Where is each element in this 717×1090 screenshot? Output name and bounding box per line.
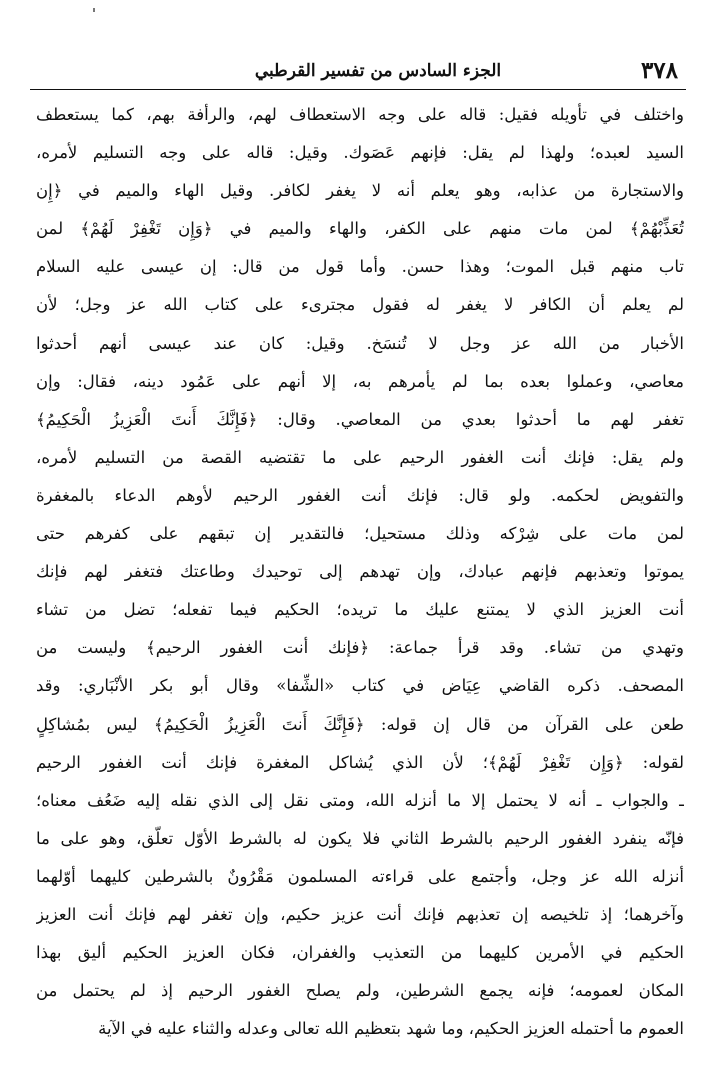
text-line: فإنّه ينفرد الغفور الرحيم بالشرط الثاني فلا يكون له بالشرط الأوّل تعلّق، وهو على ما: [36, 828, 684, 848]
text-line: تُعَذِّبْهُمْ﴾ لمن مات منهم على الكفر، والهاء والميم في ﴿وَإِن تَغْفِرْ لَهُمْ﴾ لمن: [36, 219, 684, 239]
text-line: يموتوا وتعذبهم فإنهم عبادك، وإن تهدهم إلى توحيدك وطاعتك فتغفر لهم فإنك: [36, 562, 684, 582]
text-line: لم يعلم أن الكافر لا يغفر له فقول مجترىء على كتاب الله عز وجل؛ لأن: [36, 295, 684, 315]
text-line: وآخرهما؛ إذ تلخيصه إن تعذبهم فإنك أنت عزيز حكيم، وإن تغفر لهم فإنك أنت العزيز: [36, 904, 684, 924]
text-line: أنت العزيز الذي لا يمتنع عليك ما تريده؛ الحكيم فيما تفعله؛ تضل من تشاء: [36, 600, 684, 620]
text-line: المكان لعمومه؛ فإنه يجمع الشرطين، ولم يصلح الغفور الرحيم إذ لم يحتمل من: [36, 981, 684, 1001]
text-line: طعن على القرآن من قال إن قوله: ﴿فَإِنَّكَ أَنتَ الْعَزِيزُ الْحَكِيمُ﴾ ليس بمُشاكِلٍ: [36, 714, 684, 734]
text-line: معاصي، وعملوا بعده بما لم يأمرهم به، إلا أنهم على عَمُود دينه، فقال: وإن: [36, 371, 684, 391]
page-header: [30, 56, 686, 86]
text-line: السيد لعبده؛ ولهذا لم يقل: فإنهم عَصَوك. وقيل: قاله على وجه التسليم لأمره،: [36, 143, 684, 163]
text-line: أنزله الله عز وجل، وأجتمع على قراءته المسلمون مَقْرُونٌ بالشرطين كليهما أوّلهما: [36, 866, 684, 886]
text-line: لمن مات على شِرْكه وذلك مستحيل؛ فالتقدير إن تبقهم على كفرهم حتى: [36, 524, 684, 544]
text-line: لقوله: ﴿وَإِن تَغْفِرْ لَهُمْ﴾؛ لأن الذي يُشاكل المغفرة فإنك أنت الغفور الرحيم: [36, 752, 684, 772]
text-line: تاب منهم قبل الموت؛ وهذا حسن. وأما قول من قال: إن عيسى عليه السلام: [36, 257, 684, 277]
text-line: وتهدي من تشاء. وقد قرأ جماعة: ﴿فإنك أنت الغفور الرحيم﴾ وليست من: [36, 638, 684, 658]
text-line: والتفويض لحكمه. ولو قال: فإنك أنت الغفور الرحيم لأوهم الدعاء بالمغفرة: [36, 485, 684, 505]
text-line: والاستجارة من عذابه، وهو يعلم أنه لا يغفر لكافر. وقيل الهاء والميم في ﴿إِن: [36, 181, 684, 201]
text-line: الأخبار من الله عز وجل لا تُنسَخ. وقيل: كان عند عيسى أنهم أحدثوا: [36, 333, 684, 353]
text-line: الحكيم في الأمرين كليهما من التعذيب والغفران، فكان العزيز الحكيم أليق بهذا: [36, 943, 684, 963]
body-text: [36, 96, 684, 1048]
scan-speck: [93, 8, 95, 12]
text-line: ولم يقل: فإنك أنت الغفور الرحيم على ما تقتضيه القصة من التسليم لأمره،: [36, 447, 684, 467]
text-line: المصحف. ذكره القاضي عِيَاض في كتاب «الشِّفا» وقال أبو بكر الأنْبَاري: وقد: [36, 676, 684, 696]
page-number: ٣٧٨: [640, 57, 678, 84]
text-line: واختلف في تأويله فقيل: قاله على وجه الاستعطاف لهم، والرأفة بهم، كما يستعطف: [36, 105, 684, 124]
text-line: ـ والجواب ـ أنه لا يحتمل إلا ما أنزله الله، ومتى نقل إلى الذي نقله إليه ضَعُف معناه؛: [36, 790, 684, 810]
header-rule: [30, 89, 686, 90]
text-line: العموم ما أحتمله العزيز الحكيم، وما شهد بتعظيم الله تعالى وعدله والثناء عليه في الآية: [98, 1019, 684, 1039]
running-title: الجزء السادس من تفسير القرطبي: [254, 61, 502, 81]
text-line: تغفر لهم ما أحدثوا بعدي من المعاصي. وقال: ﴿فَإِنَّكَ أَنتَ الْعَزِيزُ الْحَكِيمُ﴾: [36, 409, 684, 429]
